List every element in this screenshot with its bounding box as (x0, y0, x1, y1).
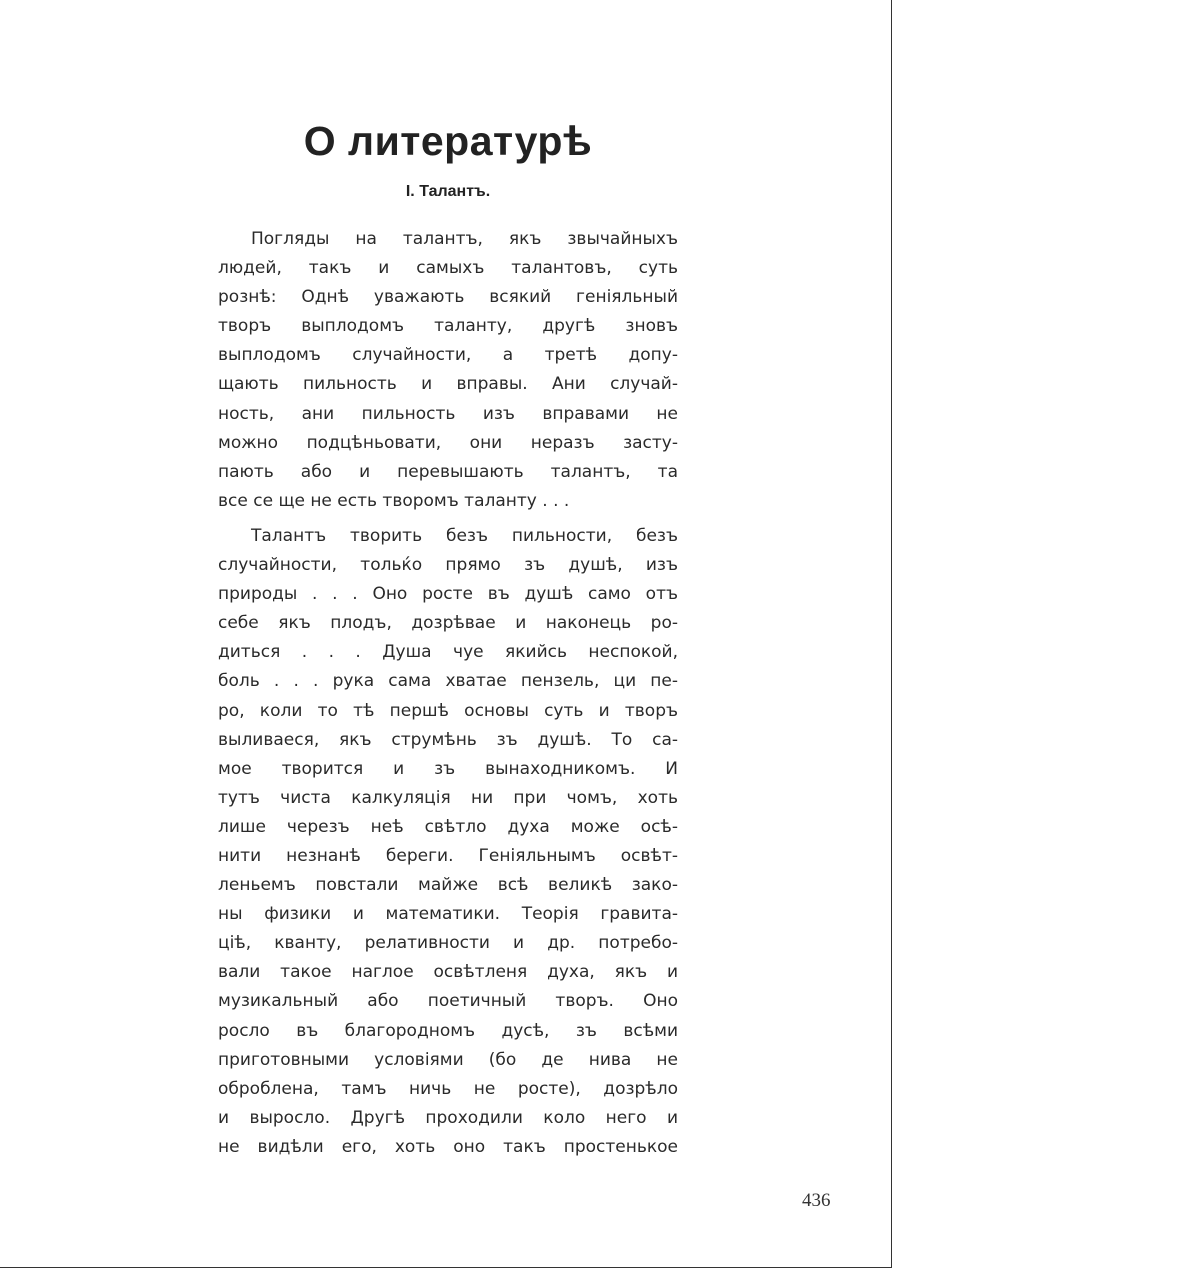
body-text (218, 225, 678, 1162)
text-line: пають або и перевышають талантъ, та (218, 461, 678, 482)
text-line: щають пильность и вправы. Ани случай- (218, 374, 678, 395)
text-line: случайности, тольќо прямо зъ душѣ, изъ (218, 555, 678, 576)
text-line: музикальный або поетичный творъ. Оно (218, 991, 678, 1012)
section-heading: I. Талантъ. (405, 183, 491, 200)
text-line: вали такое наглое освѣтленя духа, якъ и (218, 962, 678, 983)
text-line: природы . . . Оно росте въ душѣ само отъ (218, 584, 678, 605)
text-line: Погляды на талантъ, якъ звычайныхъ (251, 229, 678, 249)
text-line: леньемъ повстали майже всѣ великѣ зако- (218, 875, 678, 896)
page-title: О литературѣ (303, 118, 593, 164)
text-line: себе якъ плодъ, дозрѣвае и наконець ро- (218, 613, 678, 634)
text-line: тутъ чиста калкуляція ни при чомъ, хоть (218, 787, 678, 808)
text-line: все се ще не есть творомъ таланту . . . (218, 490, 570, 511)
text-line: можно подцѣньовати, они неразъ засту- (218, 432, 678, 453)
text-line: росло въ благородномъ дусѣ, зъ всѣми (218, 1020, 678, 1041)
text-line: людей, такъ и самыхъ талантовъ, суть (218, 258, 678, 279)
text-line: боль . . . рука сама хватае пензель, ци пе- (218, 671, 678, 692)
text-line: приготовными условіями (бо де нива не (218, 1049, 678, 1070)
text-line: не видѣли его, хоть оно такъ простенькое (218, 1136, 678, 1157)
text-line: ро, коли то тѣ першѣ основы суть и творъ (218, 700, 678, 721)
text-line: Талантъ творить безъ пильности, безъ (251, 525, 678, 546)
text-line: оброблена, тамъ ничь не росте), дозрѣло (218, 1078, 678, 1099)
text-line: ціѣ, кванту, релативности и др. потребо- (218, 933, 678, 954)
text-line: творъ выплодомъ таланту, другѣ зновъ (218, 316, 678, 337)
text-line: выливаеся, якъ струмѣнь зъ душѣ. То са- (218, 729, 678, 750)
text-line: рознѣ: Однѣ уважають всякий геніяльный (218, 287, 678, 308)
paragraph (218, 225, 678, 516)
page-number: 436 (802, 1190, 831, 1211)
text-line: ность, ани пильность изъ вправами не (218, 403, 678, 424)
paragraph (218, 522, 678, 1162)
text-line: и выросло. Другѣ проходили коло него и (218, 1107, 678, 1128)
text-line: диться . . . Душа чуе якийсь неспокой, (218, 642, 678, 663)
text-line: мое творится и зъ вынаходникомъ. И (218, 758, 678, 779)
text-line: нити незнанѣ береги. Геніяльнымъ освѣт- (218, 845, 678, 866)
text-line: ны физики и математики. Теорія гравита- (218, 904, 678, 925)
text-line: лише черезъ неѣ свѣтло духа може осѣ- (218, 816, 678, 837)
text-line: выплодомъ случайности, а третѣ допу- (218, 345, 678, 366)
